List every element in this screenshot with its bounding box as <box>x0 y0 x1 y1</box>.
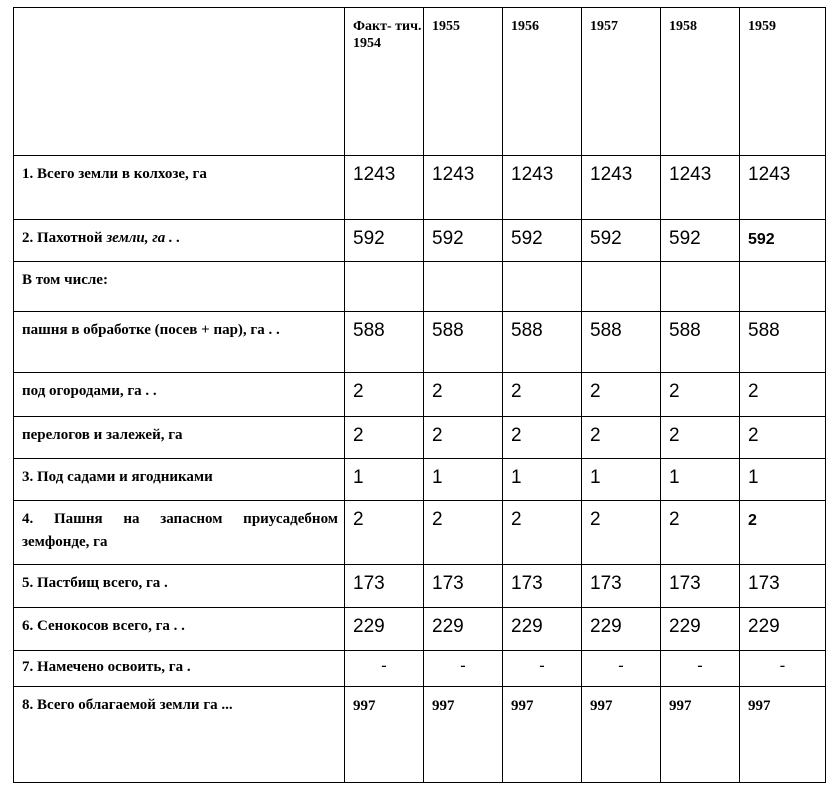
row-value: 229 <box>661 608 740 651</box>
row-value: 229 <box>424 608 503 651</box>
row-value: 592 <box>345 220 424 262</box>
row-value: 1243 <box>345 156 424 220</box>
row-value: 2 <box>740 501 826 565</box>
row-label: пашня в обработке (посев + пар), га . . <box>14 312 345 373</box>
row-value: 173 <box>740 565 826 608</box>
table-row <box>14 651 826 687</box>
row-value: 997 <box>582 687 661 783</box>
row-value: 173 <box>345 565 424 608</box>
row-value: 588 <box>661 312 740 373</box>
row-value: 229 <box>740 608 826 651</box>
row-value: 588 <box>345 312 424 373</box>
row-value: 1243 <box>424 156 503 220</box>
empty-cell <box>740 262 826 312</box>
row-value: 173 <box>582 565 661 608</box>
empty-cell <box>661 262 740 312</box>
empty-cell <box>582 262 661 312</box>
row-label: 8. Всего облагаемой земли га ... <box>14 687 345 783</box>
row-value: 1243 <box>740 156 826 220</box>
row-value: 592 <box>661 220 740 262</box>
row-label: 4. Пашня на запасном приусадебном земфонде, га <box>14 501 345 565</box>
row-label: перелогов и залежей, га <box>14 417 345 459</box>
header-row <box>14 8 826 156</box>
header-year-1957: 1957 <box>582 8 661 156</box>
header-year-1955: 1955 <box>424 8 503 156</box>
table-row <box>14 687 826 783</box>
row-value: 1243 <box>503 156 582 220</box>
row-value: 997 <box>503 687 582 783</box>
empty-cell <box>503 262 582 312</box>
table-row <box>14 459 826 501</box>
row-label: 5. Пастбищ всего, га . <box>14 565 345 608</box>
row-value: 1 <box>345 459 424 501</box>
row-value: 173 <box>424 565 503 608</box>
row-value: 229 <box>582 608 661 651</box>
table-row <box>14 417 826 459</box>
row-value: 2 <box>582 373 661 417</box>
row-value: 2 <box>424 373 503 417</box>
row-value: 1243 <box>582 156 661 220</box>
table-row <box>14 373 826 417</box>
row-value: 2 <box>345 417 424 459</box>
row-value: 1 <box>503 459 582 501</box>
row-value: 592 <box>503 220 582 262</box>
row-value: 592 <box>424 220 503 262</box>
row-label: 3. Под садами и ягодниками <box>14 459 345 501</box>
row-label: 1. Всего земли в колхозе, га <box>14 156 345 220</box>
row-value: 2 <box>503 373 582 417</box>
row-value: 1 <box>661 459 740 501</box>
row-value: 2 <box>582 417 661 459</box>
header-year-1954: Факт- тич. 1954 <box>345 8 424 156</box>
row-value: 2 <box>582 501 661 565</box>
row-value: 173 <box>503 565 582 608</box>
row-value: 2 <box>503 417 582 459</box>
row-label: 7. Намечено освоить, га . <box>14 651 345 687</box>
row-value: 2 <box>740 417 826 459</box>
row-value: - <box>661 651 740 687</box>
row-value: 997 <box>424 687 503 783</box>
header-year-1959: 1959 <box>740 8 826 156</box>
row-value: 2 <box>661 501 740 565</box>
row-value: 229 <box>503 608 582 651</box>
row-value: 2 <box>661 373 740 417</box>
row-label: 6. Сенокосов всего, га . . <box>14 608 345 651</box>
row-value: 1 <box>424 459 503 501</box>
row-value: 997 <box>661 687 740 783</box>
row-value: 1 <box>740 459 826 501</box>
row-value: 2 <box>424 501 503 565</box>
row-value: 588 <box>740 312 826 373</box>
row-value: 588 <box>424 312 503 373</box>
row-value: 2 <box>345 501 424 565</box>
table-row <box>14 565 826 608</box>
row-value: 2 <box>661 417 740 459</box>
row-label-italic: земли, га . . <box>106 230 181 246</box>
row-value: 229 <box>345 608 424 651</box>
land-use-table <box>13 7 826 783</box>
table-row <box>14 312 826 373</box>
row-value: - <box>740 651 826 687</box>
table-row <box>14 220 826 262</box>
row-value: 2 <box>740 373 826 417</box>
row-value: 2 <box>503 501 582 565</box>
header-year-1956: 1956 <box>503 8 582 156</box>
row-label <box>14 220 345 262</box>
row-value: 997 <box>345 687 424 783</box>
row-value: 1 <box>582 459 661 501</box>
row-value: 588 <box>503 312 582 373</box>
row-value: 1243 <box>661 156 740 220</box>
table-row <box>14 262 826 312</box>
row-value: 588 <box>582 312 661 373</box>
table-row <box>14 608 826 651</box>
row-value: 592 <box>582 220 661 262</box>
row-label: под огородами, га . . <box>14 373 345 417</box>
row-value: - <box>424 651 503 687</box>
row-value: 997 <box>740 687 826 783</box>
table-row <box>14 156 826 220</box>
row-value: 2 <box>424 417 503 459</box>
row-value: 2 <box>345 373 424 417</box>
row-value: - <box>345 651 424 687</box>
row-value: 173 <box>661 565 740 608</box>
header-year-1958: 1958 <box>661 8 740 156</box>
row-value: - <box>582 651 661 687</box>
table-row <box>14 501 826 565</box>
header-label-cell <box>14 8 345 156</box>
row-value: 592 <box>740 220 826 262</box>
row-label-plain: 2. Пахотной <box>22 230 107 246</box>
empty-cell <box>424 262 503 312</box>
row-value: - <box>503 651 582 687</box>
row-label: В том числе: <box>14 262 345 312</box>
empty-cell <box>345 262 424 312</box>
